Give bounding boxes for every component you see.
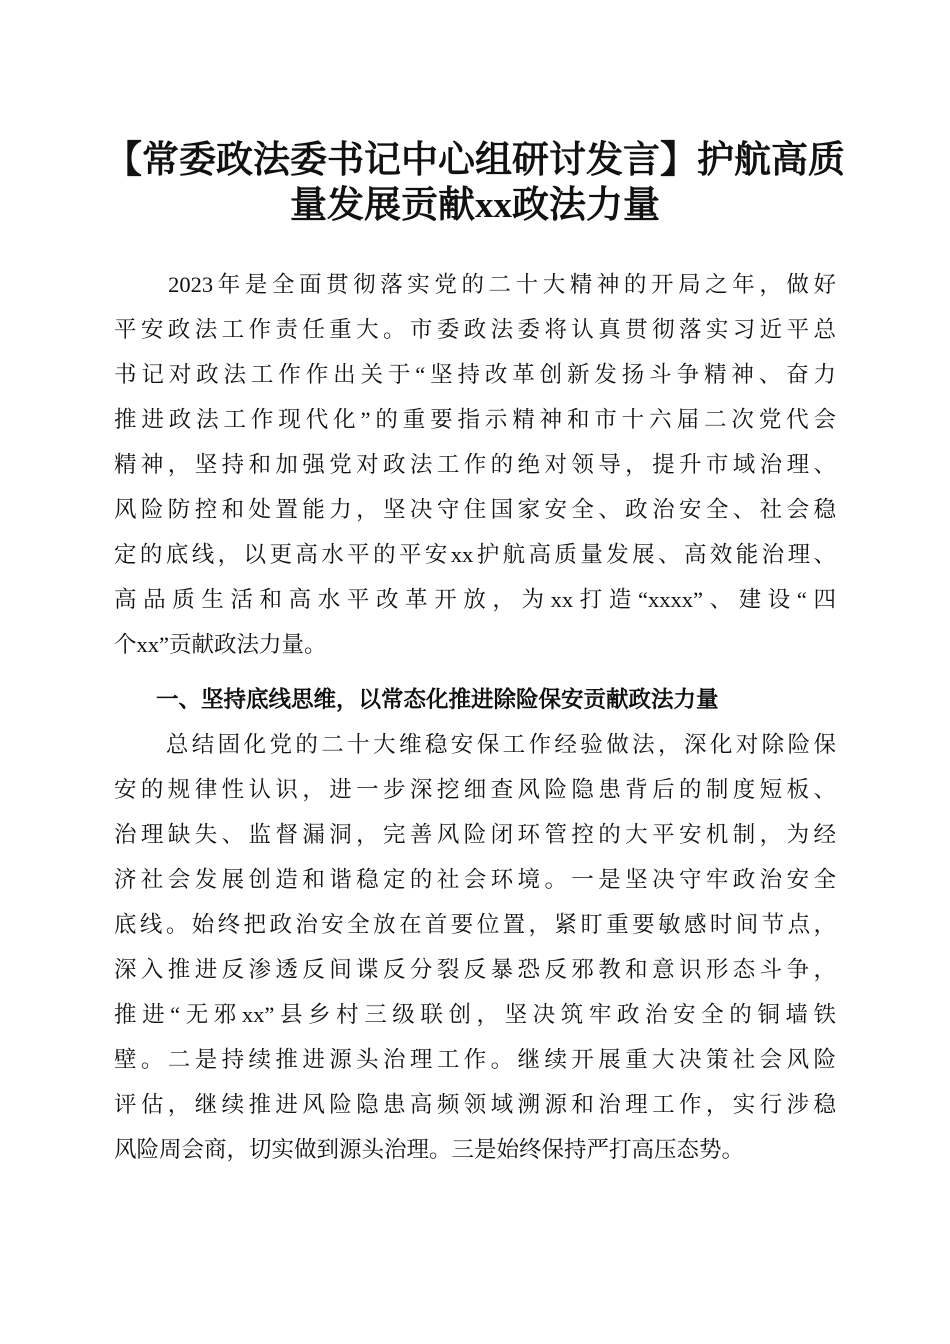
text-line: 评估，继续推进风险隐患高频领域溯源和治理工作，实行涉稳 [114, 1092, 836, 1117]
text-line: 定的底线，以更高水平的平安xx护航高质量发展、高效能治理、 [114, 542, 836, 567]
section-heading-1: 一、坚持底线思维，以常态化推进除险保安贡献政法力量 [156, 687, 719, 712]
title-line-2: 量发展贡献xx政法力量 [290, 185, 660, 226]
text-line: 深入推进反渗透反间谍反分裂反暴恐反邪教和意识形态斗争， [114, 957, 836, 982]
title-line-1: 【常委政法委书记中心组研讨发言】护航高质 [105, 140, 845, 181]
text-line: 济社会发展创造和谐稳定的社会环境。一是坚决守牢政治安全 [114, 867, 836, 892]
text-line: 总结固化党的二十大维稳安保工作经验做法，深化对除险保 [114, 732, 836, 757]
text-line: 风险周会商，切实做到源头治理。三是始终保持严打高压态势。 [114, 1137, 745, 1162]
text-line: 书记对政法工作作出关于“坚持改革创新发扬斗争精神、奋力 [114, 362, 836, 387]
text-line: 壁。二是持续推进源头治理工作。继续开展重大决策社会风险 [114, 1047, 836, 1072]
text-line: 推进政法工作现代化”的重要指示精神和市十六届二次党代会 [114, 407, 836, 432]
text-line: 风险防控和处置能力，坚决守住国家安全、政治安全、社会稳 [114, 497, 836, 522]
text-line: 推进“无邪xx”县乡村三级联创，坚决筑牢政治安全的铜墙铁 [114, 1002, 836, 1027]
text-line: 底线。始终把政治安全放在首要位置，紧盯重要敏感时间节点， [114, 912, 836, 937]
text-line: 个xx”贡献政法力量。 [114, 632, 327, 657]
text-line: 治理缺失、监督漏洞，完善风险闭环管控的大平安机制，为经 [114, 822, 836, 847]
text-line: 精神，坚持和加强党对政法工作的绝对领导，提升市域治理、 [114, 452, 836, 477]
text-line: 2023年是全面贯彻落实党的二十大精神的开局之年，做好 [114, 272, 836, 297]
text-line: 安的规律性认识，进一步深挖细查风险隐患背后的制度短板、 [114, 777, 836, 802]
text-line: 平安政法工作责任重大。市委政法委将认真贯彻落实习近平总 [114, 317, 836, 342]
text-line: 高品质生活和高水平改革开放，为xx打造“xxxx”、建设“四 [114, 587, 836, 612]
